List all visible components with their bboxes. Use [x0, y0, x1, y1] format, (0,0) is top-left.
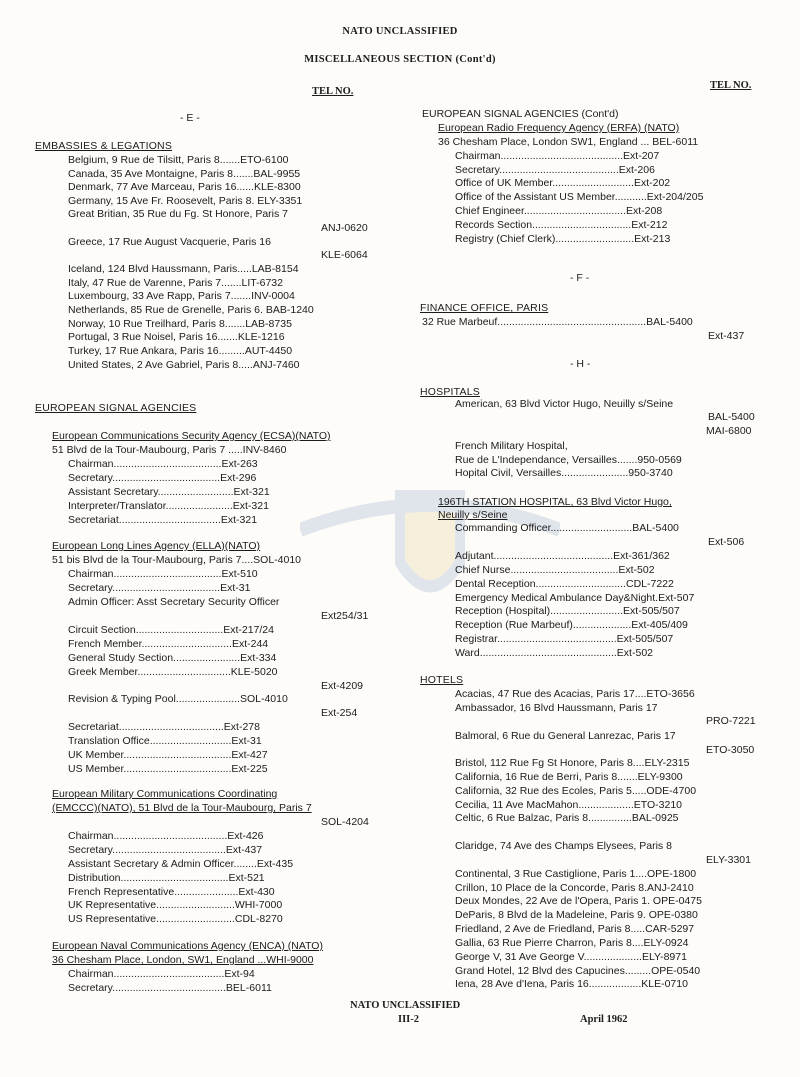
list-item: California, 16 Rue de Berri, Paris 8.......ELY-9300	[455, 771, 683, 783]
list-item: ETO-3050	[706, 744, 755, 756]
letter-h-divider: - H -	[570, 358, 591, 370]
list-item: UK Member.....................................Ext-427	[68, 749, 268, 761]
document-date: April 1962	[580, 1014, 628, 1025]
list-item: Chairman.......................................Ext-426	[68, 830, 264, 842]
list-item: Secretariat...................................Ext-321	[68, 514, 258, 526]
list-item: Admin Officer: Asst Secretary Security Officer	[68, 596, 280, 608]
list-item: Office of the Assistant US Member...........Ext-204/205	[455, 191, 704, 203]
list-item: Hopital Civil, Versailles.......................950-3740	[455, 467, 673, 479]
list-item: Continental, 3 Rue Castiglione, Paris 1....OPE-1800	[455, 868, 697, 880]
list-item: Netherlands, 85 Rue de Grenelle, Paris 6. BAB-1240	[68, 304, 314, 316]
list-item: Balmoral, 6 Rue du General Lanrezac, Paris 17	[455, 730, 676, 742]
list-item: Emergency Medical Ambulance Day&Night.Ext-507	[455, 592, 695, 604]
list-item: Interpreter/Translator.......................Ext-321	[68, 500, 269, 512]
list-item: Celtic, 6 Rue Balzac, Paris 8...............BAL-0925	[455, 812, 679, 824]
signal-agencies-cont-heading: EUROPEAN SIGNAL AGENCIES (Cont'd)	[422, 108, 619, 120]
list-item: Revision & Typing Pool......................SOL-4010	[68, 693, 288, 705]
list-item: Adjutant.........................................Ext-361/362	[455, 550, 670, 562]
list-item: Reception (Hospital).........................Ext-505/507	[455, 605, 680, 617]
list-item: Germany, 15 Ave Fr. Roosevelt, Paris 8. ELY-3351	[68, 195, 303, 207]
list-item: United States, 2 Ave Gabriel, Paris 8.....ANJ-7460	[68, 359, 300, 371]
classification-footer: NATO UNCLASSIFIED	[350, 1000, 461, 1011]
emccc-title-cont: (EMCCC)(NATO), 51 Blvd de la Tour-Maubourg, Paris 7	[52, 802, 312, 814]
list-item: Crillon, 10 Place de la Concorde, Paris 8.ANJ-2410	[455, 882, 694, 894]
letter-e-divider: - E -	[180, 112, 200, 124]
list-item: Belgium, 9 Rue de Tilsitt, Paris 8.......ETO-6100	[68, 154, 289, 166]
ecsa-address: 51 Blvd de la Tour-Maubourg, Paris 7 .....INV-8460	[52, 444, 287, 456]
list-item: Grand Hotel, 12 Blvd des Capucines.........OPE-0540	[455, 965, 701, 977]
list-item: Secretary.........................................Ext-206	[455, 164, 655, 176]
ecsa-title: European Communications Security Agency (ECSA)(NATO)	[52, 430, 331, 442]
list-item: ANJ-0620	[321, 222, 368, 234]
list-item: Norway, 10 Rue Treilhard, Paris 8.......LAB-8735	[68, 318, 292, 330]
list-item: Deux Mondes, 22 Ave de l'Opera, Paris 1. OPE-0475	[455, 895, 702, 907]
list-item: Greece, 17 Rue August Vacquerie, Paris 16	[68, 236, 271, 248]
list-item: French Representative......................Ext-430	[68, 886, 275, 898]
list-item: Commanding Officer............................BAL-5400	[455, 522, 679, 534]
list-item: French Military Hospital,	[455, 440, 568, 452]
list-item: Denmark, 77 Ave Marceau, Paris 16......KLE-8300	[68, 181, 301, 193]
emccc-title: European Military Communications Coordinating	[52, 788, 278, 800]
list-item: Friedland, 2 Ave de Friedland, Paris 8.....CAR-5297	[455, 923, 695, 935]
finance-ext: Ext-437	[708, 330, 745, 342]
hospitals-heading: HOSPITALS	[420, 386, 480, 398]
list-item: KLE-6064	[321, 249, 368, 261]
list-item: BAL-5400	[708, 411, 755, 423]
list-item: Chairman.....................................Ext-510	[68, 568, 258, 580]
erfa-address: 36 Chesham Place, London SW1, England ... BEL-6011	[438, 136, 699, 148]
ella-title: European Long Lines Agency (ELLA)(NATO)	[52, 540, 260, 552]
list-item: Ambassador, 16 Blvd Haussmann, Paris 17	[455, 702, 658, 714]
finance-heading: FINANCE OFFICE, PARIS	[420, 302, 549, 314]
list-item: Chairman......................................Ext-94	[68, 968, 255, 980]
section-title: MISCELLANEOUS SECTION (Cont'd)	[304, 54, 496, 65]
list-item: Secretary.....................................Ext-296	[68, 472, 257, 484]
list-item: Secretary.....................................Ext-31	[68, 582, 251, 594]
list-item: Ext-254	[321, 707, 358, 719]
list-item: Iena, 28 Ave d'Iena, Paris 16..................KLE-0710	[455, 978, 688, 990]
list-item: Assistant Secretary & Admin Officer........Ext-435	[68, 858, 294, 870]
list-item: Ext-4209	[321, 680, 364, 692]
signal-agencies-heading: EUROPEAN SIGNAL AGENCIES	[35, 402, 197, 414]
list-item: George V, 31 Ave George V....................ELY-8971	[455, 951, 687, 963]
list-item: Chairman..........................................Ext-207	[455, 150, 660, 162]
station-hospital-title-cont: Neuilly s/Seine	[438, 509, 508, 521]
list-item: Translation Office............................Ext-31	[68, 735, 262, 747]
list-item: Ext-506	[708, 536, 745, 548]
ella-address: 51 bis Blvd de la Tour-Maubourg, Paris 7....SOL-4010	[52, 554, 302, 566]
list-item: Distribution.....................................Ext-521	[68, 872, 265, 884]
page-number: III-2	[398, 1014, 420, 1025]
list-item: General Study Section.......................Ext-334	[68, 652, 277, 664]
hotels-heading: HOTELS	[420, 674, 464, 686]
list-item: Dental Reception...............................CDL-7222	[455, 578, 674, 590]
list-item: Portugal, 3 Rue Noisel, Paris 16.......KLE-1216	[68, 331, 285, 343]
list-item: Office of UK Member............................Ext-202	[455, 177, 671, 189]
list-item: Bristol, 112 Rue Fg St Honore, Paris 8....ELY-2315	[455, 757, 690, 769]
list-item: Secretary.......................................BEL-6011	[68, 982, 272, 994]
erfa-title: European Radio Frequency Agency (ERFA) (NATO)	[438, 122, 680, 134]
list-item: French Member...............................Ext-244	[68, 638, 269, 650]
list-item: PRO-7221	[706, 715, 756, 727]
list-item: Greek Member................................KLE-5020	[68, 666, 278, 678]
list-item: American, 63 Blvd Victor Hugo, Neuilly s/Seine	[455, 398, 674, 410]
list-item: Assistant Secretary..........................Ext-321	[68, 486, 270, 498]
list-item: Registrar.........................................Ext-505/507	[455, 633, 674, 645]
list-item: Canada, 35 Ave Montaigne, Paris 8.......BAL-9955	[68, 168, 301, 180]
list-item: Secretariat....................................Ext-278	[68, 721, 260, 733]
embassies-heading: EMBASSIES & LEGATIONS	[35, 140, 173, 152]
list-item: Luxembourg, 33 Ave Rapp, Paris 7.......INV-0004	[68, 290, 295, 302]
list-item: Rue de L'Independance, Versailles.......950-0569	[455, 454, 682, 466]
emccc-phone: SOL-4204	[321, 816, 369, 828]
list-item: ELY-3301	[706, 854, 751, 866]
list-item: Cecilia, 11 Ave MacMahon...................ETO-3210	[455, 799, 683, 811]
list-item: UK Representative...........................WHI-7000	[68, 899, 283, 911]
station-hospital-title: 196TH STATION HOSPITAL, 63 Blvd Victor Hugo,	[438, 496, 672, 508]
letter-f-divider: - F -	[570, 272, 590, 284]
list-item: Registry (Chief Clerk)...........................Ext-213	[455, 233, 671, 245]
list-item: US Representative...........................CDL-8270	[68, 913, 283, 925]
enca-title: European Naval Communications Agency (ENCA) (NATO)	[52, 940, 323, 952]
list-item: Italy, 47 Rue de Varenne, Paris 7.......LIT-6732	[68, 277, 283, 289]
list-item: Gallia, 63 Rue Pierre Charron, Paris 8....ELY-0924	[455, 937, 689, 949]
list-item: US Member.....................................Ext-225	[68, 763, 268, 775]
list-item: Ext254/31	[321, 610, 369, 622]
list-item: Claridge, 74 Ave des Champs Elysees, Paris 8	[455, 840, 672, 852]
list-item: Chairman.....................................Ext-263	[68, 458, 258, 470]
list-item: Great Britian, 35 Rue du Fg. St Honore, Paris 7	[68, 208, 289, 220]
tel-no-label-right: TEL NO.	[710, 80, 752, 91]
enca-address: 36 Chesham Place, London, SW1, England ...WHI-9000	[52, 954, 314, 966]
tel-no-label-left: TEL NO.	[312, 86, 354, 97]
list-item: Reception (Rue Marbeuf)....................Ext-405/409	[455, 619, 688, 631]
list-item: California, 32 Rue des Ecoles, Paris 5.....ODE-4700	[455, 785, 697, 797]
list-item: Circuit Section..............................Ext-217/24	[68, 624, 274, 636]
list-item: Chief Nurse.....................................Ext-502	[455, 564, 655, 576]
list-item: Records Section..................................Ext-212	[455, 219, 668, 231]
list-item: Chief Engineer...................................Ext-208	[455, 205, 663, 217]
list-item: DeParis, 8 Blvd de la Madeleine, Paris 9. OPE-0380	[455, 909, 698, 921]
list-item: Turkey, 17 Rue Ankara, Paris 16.........AUT-4450	[68, 345, 293, 357]
list-item: Secretary.......................................Ext-437	[68, 844, 263, 856]
list-item: MAI-6800	[706, 425, 752, 437]
classification-header: NATO UNCLASSIFIED	[342, 26, 458, 37]
list-item: Iceland, 124 Blvd Haussmann, Paris.....LAB-8154	[68, 263, 299, 275]
list-item: Acacias, 47 Rue des Acacias, Paris 17....ETO-3656	[455, 688, 695, 700]
finance-address: 32 Rue Marbeuf...................................................BAL-5400	[422, 316, 693, 328]
list-item: Ward...............................................Ext-502	[455, 647, 653, 659]
